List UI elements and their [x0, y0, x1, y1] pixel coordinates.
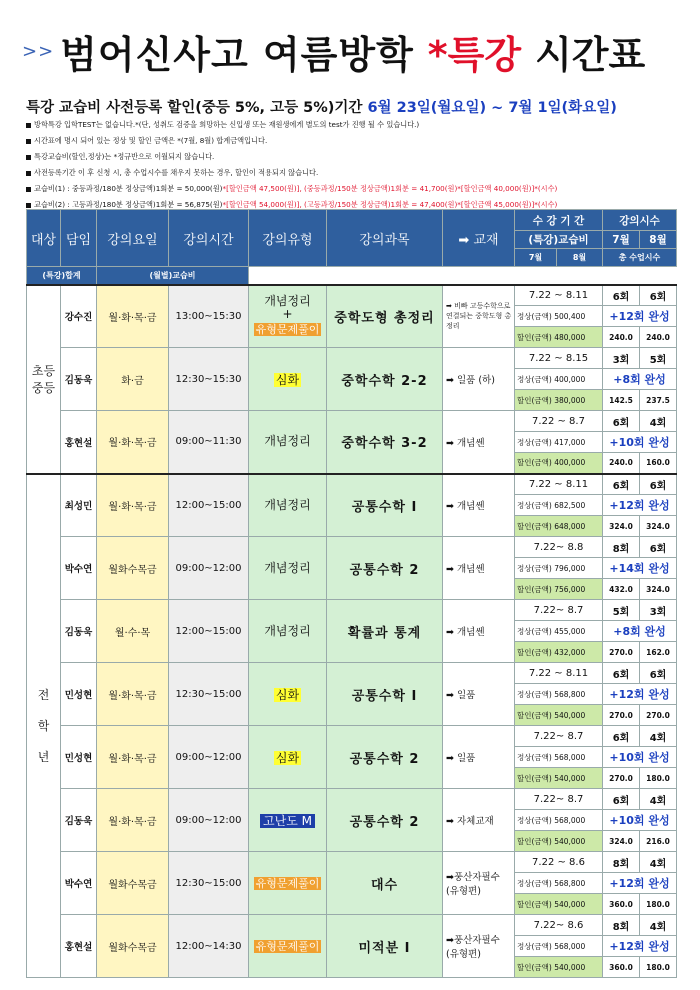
- monthly-fee-july: 360.0: [603, 957, 640, 978]
- total-sessions: +14회 완성: [603, 558, 677, 579]
- lecture-type-badge: 심화: [275, 750, 300, 765]
- note-text: 특강교습비(할인,정상)는 *정규반으로 이월되지 않습니다.: [34, 152, 215, 161]
- course-period: 7.22 ~ 8.11: [515, 474, 603, 495]
- monthly-fee-august: 180.0: [640, 957, 677, 978]
- course-period: 7.22~ 8.8: [515, 537, 603, 558]
- textbook: ➡ 개념쎈: [443, 537, 515, 600]
- lecture-type: [249, 852, 327, 915]
- note-text: 방학특강 입학TEST는 없습니다.*(단, 성취도 검증을 희망하는 신입생 또는 재원생에게 별도의 test가 진행 될 수 있습니다.): [34, 120, 420, 129]
- discount-period-dates: 6월 23일(월요일) ~ 7월 1일(화요일): [367, 100, 617, 116]
- discount-fee: 할인(금액) 756,000: [515, 579, 603, 600]
- table-row: [27, 474, 677, 495]
- note-item: [26, 165, 686, 181]
- lecture-type-badge: 유형문제풀이: [255, 323, 320, 337]
- hours-july: 8회: [603, 915, 640, 936]
- lecture-time: 09:00~12:00: [169, 537, 249, 600]
- monthly-fee-july: 270.0: [603, 642, 640, 663]
- table-row: [27, 348, 677, 369]
- total-sessions: +12회 완성: [603, 495, 677, 516]
- monthly-fee-august: 270.0: [640, 705, 677, 726]
- regular-fee: 정상(금액) 568,000: [515, 810, 603, 831]
- textbook: ➡ 개념쎈: [443, 474, 515, 537]
- title-tail: 시간표: [535, 32, 646, 77]
- lecture-type: [249, 789, 327, 852]
- header-h7: 7월: [603, 231, 640, 249]
- monthly-fee-august: 324.0: [640, 516, 677, 537]
- monthly-fee-august: 324.0: [640, 579, 677, 600]
- hours-july: 6회: [603, 474, 640, 495]
- hours-august: 6회: [640, 537, 677, 558]
- monthly-fee-august: 160.0: [640, 453, 677, 474]
- note-item: [26, 149, 686, 165]
- lecture-subject: 확률과 통계: [327, 600, 443, 663]
- hours-august: 4회: [640, 852, 677, 873]
- monthly-fee-july: 142.5: [603, 390, 640, 411]
- lecture-type: [249, 474, 327, 537]
- lecture-time: 12:30~15:30: [169, 348, 249, 411]
- note-text: 사전등록기간 이 후 신청 시, 총 수업시수를 채우지 못하는 경우, 할인이 적용되지 않습니다.: [34, 168, 319, 177]
- course-period: 7.22 ~ 8.7: [515, 411, 603, 432]
- teacher-name: 박수연: [61, 537, 97, 600]
- lecture-days: 월화수목금: [97, 537, 169, 600]
- hours-august: 4회: [640, 915, 677, 936]
- lecture-days: 월·수·목: [97, 600, 169, 663]
- course-period: 7.22 ~ 8.11: [515, 285, 603, 306]
- lecture-subject: 공통수학 2: [327, 789, 443, 852]
- textbook: ➡ 비빠 고등수학으로 연결되는 중학도형 총정리: [443, 285, 515, 348]
- monthly-fee-july: 270.0: [603, 768, 640, 789]
- header-hours: 강의시수: [603, 210, 677, 231]
- lecture-type: [249, 663, 327, 726]
- teacher-name: 홍현설: [61, 411, 97, 474]
- monthly-fee-august: 216.0: [640, 831, 677, 852]
- header-period: 수 강 기 간: [515, 210, 603, 231]
- monthly-fee-july: 270.0: [603, 705, 640, 726]
- hours-august: 6회: [640, 663, 677, 684]
- lecture-type-badge: 유형문제풀이: [255, 877, 320, 890]
- total-sessions: +10회 완성: [603, 747, 677, 768]
- title-arrows: >>: [22, 40, 55, 62]
- lecture-time: 12:00~15:00: [169, 600, 249, 663]
- course-period: 7.22 ~ 8.11: [515, 663, 603, 684]
- course-period: 7.22 ~ 8.15: [515, 348, 603, 369]
- hours-july: 8회: [603, 537, 640, 558]
- discount-period-prefix: 특강 교습비 사전등록 할인(중등 5%, 고등 5%)기간: [26, 100, 363, 116]
- regular-fee: 정상(금액) 500,400: [515, 306, 603, 327]
- table-row: [27, 726, 677, 747]
- header-days: 강의요일: [97, 210, 169, 267]
- lecture-subject: 공통수학 I: [327, 663, 443, 726]
- monthly-fee-july: 432.0: [603, 579, 640, 600]
- lecture-subject: 중학도형 총정리: [327, 285, 443, 348]
- monthly-fee-july: 324.0: [603, 831, 640, 852]
- discount-fee: 할인(금액) 648,000: [515, 516, 603, 537]
- course-period: 7.22 ~ 8.6: [515, 852, 603, 873]
- discount-fee: 할인(금액) 380,000: [515, 390, 603, 411]
- discount-fee: 할인(금액) 540,000: [515, 957, 603, 978]
- group-label-char: 전: [37, 688, 50, 703]
- lecture-type: [249, 411, 327, 474]
- discount-fee: 할인(금액) 432,000: [515, 642, 603, 663]
- lecture-time: 12:00~15:00: [169, 474, 249, 537]
- hours-july: 6회: [603, 789, 640, 810]
- header-fee: (특강)교습비: [515, 231, 603, 249]
- note-discount-text: *[할인금액 47,500(원)], (중등과정/150분 정상금액)1회분 = 41,700(원)*[할인금액 40,000(원)]*(시수): [222, 184, 558, 193]
- discount-fee: 할인(금액) 480,000: [515, 327, 603, 348]
- lecture-type: [249, 726, 327, 789]
- lecture-subject: 중학수학 2-2: [327, 348, 443, 411]
- header-book: ➡ 교재: [443, 210, 515, 267]
- bullet-square-icon: [26, 171, 31, 176]
- header-h8: 8월: [640, 231, 677, 249]
- title-main: 범어신사고 여름방학: [60, 32, 414, 77]
- lecture-subject: 공통수학 2: [327, 537, 443, 600]
- textbook: ➡ 일품: [443, 726, 515, 789]
- table-row: [27, 789, 677, 810]
- group-label-all-grades: [27, 474, 61, 978]
- total-sessions: +8회 완성: [603, 621, 677, 642]
- group-label-char: 학: [37, 719, 50, 734]
- notes-list: [26, 117, 686, 213]
- note-discount-text: *[할인금액 54,000(원)], (고등과정/150분 정상금액)1회분 = 47,400(원)*[할인금액 45,000(원)]*(시수): [222, 200, 558, 209]
- note-item: [26, 117, 686, 133]
- bullet-square-icon: [26, 203, 31, 208]
- header-month7: 7월: [515, 249, 557, 267]
- teacher-name: 강수진: [61, 285, 97, 348]
- hours-july: 6회: [603, 285, 640, 306]
- bullet-square-icon: [26, 187, 31, 192]
- total-sessions: +10회 완성: [603, 432, 677, 453]
- discount-fee: 할인(금액) 540,000: [515, 768, 603, 789]
- regular-fee: 정상(금액) 417,000: [515, 432, 603, 453]
- hours-july: 6회: [603, 726, 640, 747]
- lecture-type-text: 개념정리: [264, 434, 311, 449]
- note-text: 교습비(2) : 고등과정/180분 정상금액)1회분 = 56,875(원): [34, 200, 223, 209]
- header-target: 대상: [27, 210, 61, 267]
- lecture-subject: 대수: [327, 852, 443, 915]
- lecture-type-text: 개념정리 +: [264, 294, 311, 322]
- hours-august: 3회: [640, 600, 677, 621]
- lecture-days: 월·화·목·금: [97, 726, 169, 789]
- hours-july: 3회: [603, 348, 640, 369]
- teacher-name: 김동욱: [61, 348, 97, 411]
- discount-fee: 할인(금액) 540,000: [515, 831, 603, 852]
- discount-fee: 할인(금액) 540,000: [515, 705, 603, 726]
- hours-july: 6회: [603, 411, 640, 432]
- lecture-type-text: 개념정리: [264, 497, 311, 512]
- note-item: [26, 181, 686, 197]
- monthly-fee-august: 162.0: [640, 642, 677, 663]
- lecture-time: 09:00~11:30: [169, 411, 249, 474]
- regular-fee: 정상(금액) 455,000: [515, 621, 603, 642]
- note-text: 교습비(1) : 중등과정/180분 정상금액)1회분 = 50,000(원): [34, 184, 223, 193]
- hours-august: 6회: [640, 285, 677, 306]
- textbook: ➡ 일품: [443, 663, 515, 726]
- table-row: [27, 411, 677, 432]
- table-row: [27, 663, 677, 684]
- teacher-name: 홍현설: [61, 915, 97, 978]
- total-sessions: +8회 완성: [603, 369, 677, 390]
- lecture-days: 월화수목금: [97, 915, 169, 978]
- hours-august: 5회: [640, 348, 677, 369]
- course-period: 7.22~ 8.7: [515, 600, 603, 621]
- lecture-type: [249, 537, 327, 600]
- hours-august: 4회: [640, 789, 677, 810]
- lecture-type-badge: 고난도 M: [260, 814, 315, 828]
- total-sessions: +12회 완성: [603, 873, 677, 894]
- lecture-type-badge: 심화: [275, 687, 300, 702]
- lecture-subject: 미적분 I: [327, 915, 443, 978]
- header-subject: 강의과목: [327, 210, 443, 267]
- lecture-time: 09:00~12:00: [169, 726, 249, 789]
- bullet-square-icon: [26, 123, 31, 128]
- bullet-square-icon: [26, 139, 31, 144]
- group-label-elementary-middle: 초등 중등: [27, 285, 61, 474]
- header-type: 강의유형: [249, 210, 327, 267]
- header-teacher: 담임: [61, 210, 97, 267]
- page-title: [22, 22, 682, 80]
- textbook: ➡ 개념쎈: [443, 600, 515, 663]
- lecture-type: [249, 915, 327, 978]
- lecture-type-text: 개념정리: [264, 560, 311, 575]
- lecture-subject: 중학수학 3-2: [327, 411, 443, 474]
- hours-july: 8회: [603, 852, 640, 873]
- lecture-time: 13:00~15:30: [169, 285, 249, 348]
- monthly-fee-july: 240.0: [603, 327, 640, 348]
- textbook: ➡풍산자필수 (유형편): [443, 915, 515, 978]
- timetable: [26, 209, 677, 978]
- monthly-fee-july: 240.0: [603, 453, 640, 474]
- hours-july: 6회: [603, 663, 640, 684]
- discount-period-heading: [26, 96, 617, 117]
- bullet-square-icon: [26, 155, 31, 160]
- title-accent: *특강: [427, 32, 522, 77]
- table-row: [27, 915, 677, 936]
- regular-fee: 정상(금액) 568,000: [515, 936, 603, 957]
- group-label-char: 년: [37, 750, 50, 765]
- lecture-time: 12:30~15:00: [169, 852, 249, 915]
- lecture-days: 월·화·목·금: [97, 285, 169, 348]
- hours-august: 4회: [640, 726, 677, 747]
- discount-fee: 할인(금액) 400,000: [515, 453, 603, 474]
- regular-fee: 정상(금액) 568,000: [515, 747, 603, 768]
- lecture-days: 월·화·목·금: [97, 411, 169, 474]
- lecture-type: [249, 285, 327, 348]
- lecture-subject: 공통수학 I: [327, 474, 443, 537]
- course-period: 7.22~ 8.6: [515, 915, 603, 936]
- lecture-time: 09:00~12:00: [169, 789, 249, 852]
- total-sessions: +12회 완성: [603, 684, 677, 705]
- total-sessions: +12회 완성: [603, 936, 677, 957]
- lecture-days: 화·금: [97, 348, 169, 411]
- hours-august: 4회: [640, 411, 677, 432]
- teacher-name: 민성현: [61, 663, 97, 726]
- discount-fee: 할인(금액) 540,000: [515, 894, 603, 915]
- regular-fee: 정상(금액) 796,000: [515, 558, 603, 579]
- hours-august: 6회: [640, 474, 677, 495]
- lecture-type: [249, 600, 327, 663]
- teacher-name: 김동욱: [61, 789, 97, 852]
- lecture-type-text: 개념정리: [264, 623, 311, 638]
- header-time: 강의시간: [169, 210, 249, 267]
- regular-fee: 정상(금액) 682,500: [515, 495, 603, 516]
- regular-fee: 정상(금액) 568,800: [515, 873, 603, 894]
- lecture-time: 12:00~14:30: [169, 915, 249, 978]
- regular-fee: 정상(금액) 400,000: [515, 369, 603, 390]
- lecture-days: 월·화·목·금: [97, 789, 169, 852]
- regular-fee: 정상(금액) 568,800: [515, 684, 603, 705]
- header-month8: 8월: [557, 249, 603, 267]
- teacher-name: 김동욱: [61, 600, 97, 663]
- hours-july: 5회: [603, 600, 640, 621]
- total-sessions: +12회 완성: [603, 306, 677, 327]
- textbook: ➡ 개념쎈: [443, 411, 515, 474]
- teacher-name: 최성민: [61, 474, 97, 537]
- table-row: [27, 285, 677, 306]
- lecture-type-badge: 유형문제풀이: [255, 940, 320, 953]
- header-hsum: 총 수업시수: [603, 249, 677, 267]
- monthly-fee-august: 240.0: [640, 327, 677, 348]
- table-row: [27, 537, 677, 558]
- lecture-type: [249, 348, 327, 411]
- note-text: 시간표에 명시 되어 있는 정상 및 할인 금액은 *(7월, 8월) 합계금액입니다.: [34, 136, 268, 145]
- teacher-name: 박수연: [61, 852, 97, 915]
- teacher-name: 민성현: [61, 726, 97, 789]
- table-row: [27, 852, 677, 873]
- lecture-subject: 공통수학 2: [327, 726, 443, 789]
- table-row: [27, 600, 677, 621]
- header-total: (특강)합계: [27, 267, 97, 285]
- monthly-fee-august: 180.0: [640, 768, 677, 789]
- textbook: ➡ 일품 (하): [443, 348, 515, 411]
- lecture-type-badge: 심화: [275, 372, 300, 387]
- lecture-days: 월·화·목·금: [97, 663, 169, 726]
- course-period: 7.22~ 8.7: [515, 726, 603, 747]
- textbook: ➡ 자체교재: [443, 789, 515, 852]
- header-hfee: (월별)교습비: [97, 267, 249, 285]
- lecture-days: 월화수목금: [97, 852, 169, 915]
- note-item: [26, 133, 686, 149]
- monthly-fee-july: 360.0: [603, 894, 640, 915]
- lecture-time: 12:30~15:00: [169, 663, 249, 726]
- monthly-fee-august: 180.0: [640, 894, 677, 915]
- lecture-days: 월·화·목·금: [97, 474, 169, 537]
- monthly-fee-august: 237.5: [640, 390, 677, 411]
- course-period: 7.22~ 8.7: [515, 789, 603, 810]
- total-sessions: +10회 완성: [603, 810, 677, 831]
- textbook: ➡풍산자필수 (유형편): [443, 852, 515, 915]
- monthly-fee-july: 324.0: [603, 516, 640, 537]
